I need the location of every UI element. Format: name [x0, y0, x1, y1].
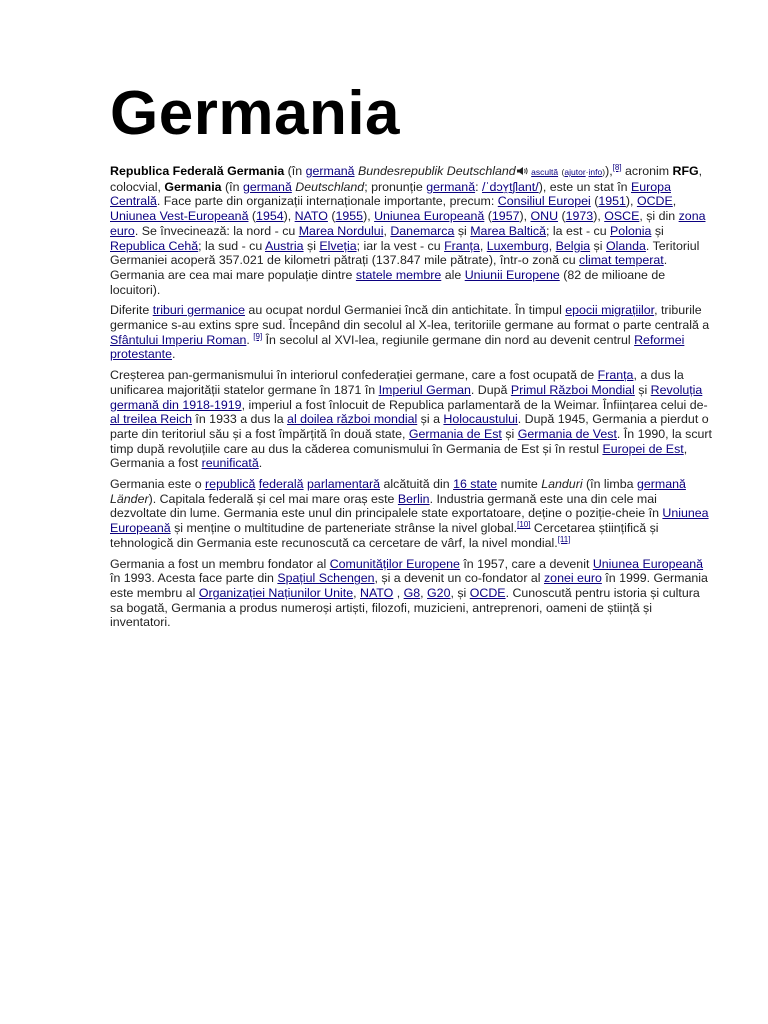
wiki-link[interactable]: reunificată: [201, 456, 259, 471]
text-run: ,: [672, 194, 677, 209]
text-run: ,: [353, 585, 361, 600]
text-run: (în limba: [582, 477, 637, 492]
wiki-link[interactable]: NATO: [360, 585, 394, 600]
article-body: [110, 164, 712, 630]
text-run: , și din: [639, 209, 679, 224]
text-run: Cercetarea științifică și tehnologică din Germania este recunoscută ca cercetare de vârf, la nivel mondial.: [110, 521, 659, 550]
wiki-link[interactable]: Germania de Vest: [517, 426, 617, 441]
wiki-link[interactable]: Uniunea Europeană: [374, 209, 485, 224]
wiki-link[interactable]: parlamentară: [307, 477, 381, 492]
wiki-link[interactable]: Uniunea Vest-Europeană: [110, 209, 249, 224]
wiki-link[interactable]: Franța: [444, 238, 480, 253]
citation: [253, 332, 262, 341]
text-run: și a: [417, 412, 444, 427]
wiki-link[interactable]: Polonia: [610, 223, 652, 238]
text-run: . Face parte din organizații internaționale importante, precum:: [156, 194, 498, 209]
wiki-link[interactable]: Elveția: [319, 238, 357, 253]
reference-link[interactable]: [11]: [557, 534, 571, 544]
text-run: numite: [497, 477, 542, 492]
wiki-link[interactable]: Germania de Est: [408, 426, 502, 441]
wiki-link[interactable]: Comunităților Europene: [329, 556, 460, 571]
wiki-link[interactable]: germană: [636, 477, 686, 492]
text-run: ),: [519, 209, 531, 224]
text-run: și: [651, 223, 664, 238]
wiki-link[interactable]: /ˈdɔʏ̯tʃlant/: [481, 179, 539, 194]
text-run: (în: [284, 164, 306, 178]
wiki-link[interactable]: 16 state: [453, 477, 498, 492]
wiki-link[interactable]: OSCE: [604, 209, 640, 224]
wiki-link[interactable]: Berlin: [397, 491, 430, 506]
text-run: (82 de milioane de locuitori).: [110, 267, 666, 297]
text-run: în 1993. Acesta face parte din: [110, 571, 278, 586]
wiki-link[interactable]: Imperiul German: [378, 382, 471, 397]
text-run: ; la sud - cu: [198, 238, 265, 253]
bold-term: Republica Federală Germania: [110, 164, 285, 178]
text-run: ; iar la vest - cu: [356, 238, 445, 253]
text-run: au ocupat nordul Germaniei încă din antichitate. În timpul: [244, 303, 566, 318]
text-run: ,: [383, 223, 391, 238]
wiki-link[interactable]: al treilea Reich: [110, 412, 192, 427]
text-run: în 1933 a dus la: [191, 412, 288, 427]
bold-term: RFG: [672, 164, 699, 178]
audio-link[interactable]: ajutor: [564, 167, 586, 177]
text-run: Diferite: [110, 303, 153, 318]
paragraph: [110, 557, 712, 631]
wiki-link[interactable]: Belgia: [555, 238, 591, 253]
wiki-link[interactable]: OCDE: [469, 585, 506, 600]
reference-link[interactable]: [8]: [612, 162, 622, 172]
italic-term: Landuri: [541, 477, 583, 492]
text-run: și: [303, 238, 320, 253]
text-run: în 1999. Germania este membru al: [110, 571, 708, 600]
text-run: Creșterea pan-germanismului în interiorul confederației germane, care a fost ocupată de: [110, 368, 598, 383]
paragraph: [110, 164, 712, 297]
text-run: și: [590, 238, 606, 253]
wiki-link[interactable]: epocii migrațiilor: [565, 303, 655, 318]
text-run: și menține o multitudine de parteneriate strânse la nivel global.: [170, 521, 518, 536]
wiki-link[interactable]: G20: [427, 585, 451, 600]
wiki-link[interactable]: Revoluția germană din 1918-1919: [110, 382, 703, 412]
wiki-link[interactable]: germană: [242, 179, 292, 194]
text-run: ). Capitala federală și cel mai mare oraș este: [148, 491, 398, 506]
wiki-link[interactable]: Danemarca: [390, 223, 455, 238]
text-run: , triburile germanice s-au extins spre sud. Începând din secolul al X-lea, teritoriile germane au format o parte centrală a: [110, 303, 710, 333]
citation: [558, 535, 571, 544]
wiki-link[interactable]: Organizației Națiunilor Unite: [198, 585, 354, 600]
small-text: (: [561, 167, 565, 177]
text-run: . Germania are cea mai mare populație dintre: [110, 253, 668, 282]
wiki-link[interactable]: germană: [426, 179, 476, 194]
text-run: în 1957, care a devenit: [459, 556, 593, 571]
text-run: .: [258, 456, 263, 471]
speaker-icon[interactable]: [516, 166, 528, 176]
wiki-link[interactable]: Consiliul Europei: [497, 194, 591, 209]
text-run: . După: [470, 382, 511, 397]
wiki-link[interactable]: Europa Centrală: [110, 179, 671, 209]
wiki-link[interactable]: germană: [305, 164, 355, 178]
text-run: ,: [393, 585, 404, 600]
wiki-link[interactable]: Republica Cehă: [110, 238, 199, 253]
wiki-link[interactable]: Reformei protestante: [110, 332, 685, 362]
paragraph: [110, 303, 712, 362]
text-run: și: [501, 426, 518, 441]
audio-link[interactable]: info: [588, 167, 603, 177]
text-run: ),: [283, 209, 295, 224]
reference-link[interactable]: [9]: [253, 331, 263, 341]
wiki-link[interactable]: OCDE: [636, 194, 673, 209]
text-run: ale: [441, 267, 465, 282]
wiki-link[interactable]: zona euro: [110, 209, 706, 238]
text-run: (: [484, 209, 492, 224]
text-run: ; la est - cu: [546, 223, 611, 238]
wiki-link[interactable]: Franța: [597, 368, 634, 383]
text-run: ),: [625, 194, 637, 209]
text-run: (: [248, 209, 257, 224]
text-run: , imperiul a fost înlocuit de Republica parlamentară de la Weimar. Înființarea celui de-: [241, 397, 708, 412]
wiki-link[interactable]: federală: [258, 477, 304, 492]
wiki-link[interactable]: Marea Baltică: [470, 223, 546, 238]
wiki-link[interactable]: Uniunii Europene: [464, 267, 560, 282]
wiki-link[interactable]: Uniunea Europeană: [592, 556, 704, 571]
wiki-link[interactable]: al doilea război mondial: [287, 412, 418, 427]
wiki-link[interactable]: triburi germanice: [152, 303, 245, 318]
wiki-link[interactable]: ONU: [530, 209, 559, 224]
italic-term: Deutschland: [295, 179, 365, 194]
text-run: . În 1990, la scurt timp după revoluțiile care au dus la căderea comunismului în Germania de Est și în restul: [110, 426, 712, 456]
wiki-link[interactable]: Europei de Est: [602, 441, 684, 456]
text-run: . Cunoscută pentru istoria și cultura sa bogată, Germania a produs numeroși artiști, filozofi, muzicieni, antreprenori, oameni de știință și inventatori.: [110, 585, 700, 630]
text-run: , Germania a fost: [110, 441, 688, 471]
page-title: Germania: [110, 79, 401, 148]
wiki-link[interactable]: 1954: [256, 209, 284, 224]
text-run: ,: [420, 585, 428, 600]
paragraph: [110, 477, 712, 551]
wiki-link[interactable]: climat temperat: [579, 253, 664, 268]
citation: [613, 163, 622, 172]
text-run: (în: [221, 179, 243, 194]
text-run: ), este un stat în: [538, 179, 631, 194]
text-run: și: [454, 223, 471, 238]
citation: [517, 520, 530, 529]
small-text: ): [602, 167, 606, 177]
text-run: ; pronunție: [364, 179, 427, 194]
wiki-link[interactable]: Olanda: [605, 238, 646, 253]
text-run: (: [327, 209, 336, 224]
wiki-link[interactable]: Marea Nordului: [298, 223, 384, 238]
text-run: În secolul al XVI-lea, regiunile germane din nord au devenit centrul: [262, 332, 635, 347]
reference-link[interactable]: [10]: [517, 520, 531, 530]
text-run: , colocvial,: [110, 164, 703, 194]
text-run: ,: [548, 238, 556, 253]
wiki-link[interactable]: Spațiul Schengen: [277, 571, 375, 586]
audio-link[interactable]: ascultă: [531, 167, 559, 177]
wiki-link[interactable]: 1957: [491, 209, 520, 224]
wiki-link[interactable]: 1973: [565, 209, 594, 224]
wiki-link[interactable]: Holocaustului: [443, 412, 518, 427]
wiki-link[interactable]: Austria: [264, 238, 304, 253]
text-run: .: [172, 347, 176, 362]
text-run: Germania a fost un membru fondator al: [110, 556, 330, 571]
wiki-link[interactable]: G8: [403, 585, 421, 600]
text-run: (: [558, 209, 566, 224]
article: [110, 78, 712, 636]
italic-term: Bundesrepublik Deutschland: [357, 164, 516, 178]
text-run: . Teritoriul Germaniei acoperă 357.021 de kilometri pătrați (137.847 mile pătrate), într-o zonă cu: [110, 238, 700, 268]
wiki-link[interactable]: republică: [205, 477, 256, 492]
text-run: (: [590, 194, 599, 209]
text-run: Germania este o: [110, 477, 206, 492]
wiki-link[interactable]: Primul Război Mondial: [510, 382, 635, 397]
text-run: .: [246, 332, 254, 347]
italic-term: Länder: [110, 491, 149, 506]
text-run: și: [634, 382, 651, 397]
text-run: alcătuită din: [380, 477, 454, 492]
wiki-link[interactable]: 1955: [335, 209, 364, 224]
wiki-link[interactable]: 1951: [598, 194, 626, 209]
text-run: . Industria germană este una din cele mai dezvoltate din lume. Germania este unul din principalele state exportatoare, deține o poziție-cheie în: [110, 491, 663, 521]
text-run: ,: [479, 238, 487, 253]
text-run: . Se învecinează: la nord - cu: [134, 223, 299, 238]
wiki-link[interactable]: Sfântului Imperiu Roman: [110, 332, 247, 347]
text-run: ),: [593, 209, 605, 224]
text-run: :: [475, 179, 482, 194]
text-run: ),: [363, 209, 375, 224]
wiki-link[interactable]: Uniunea Europeană: [110, 506, 709, 536]
wiki-link[interactable]: statele membre: [355, 267, 442, 282]
small-text: ·: [585, 167, 589, 177]
bold-term: Germania: [164, 179, 222, 194]
text-run: acronim: [621, 164, 673, 178]
paragraph: [110, 368, 712, 471]
wiki-link[interactable]: Luxemburg: [486, 238, 549, 253]
text-run: ),: [605, 164, 613, 178]
text-run: , a dus la unificarea majorității statelor germane în 1871 în: [110, 368, 684, 397]
wiki-link[interactable]: zonei euro: [543, 571, 602, 586]
text-run: , și: [450, 585, 470, 600]
wiki-link[interactable]: NATO: [294, 209, 328, 224]
text-run: , și a devenit un co-fondator al: [374, 571, 544, 586]
text-run: . După 1945, Germania a pierdut o parte din teritoriul său și a fost împărțită în două state,: [110, 412, 709, 441]
